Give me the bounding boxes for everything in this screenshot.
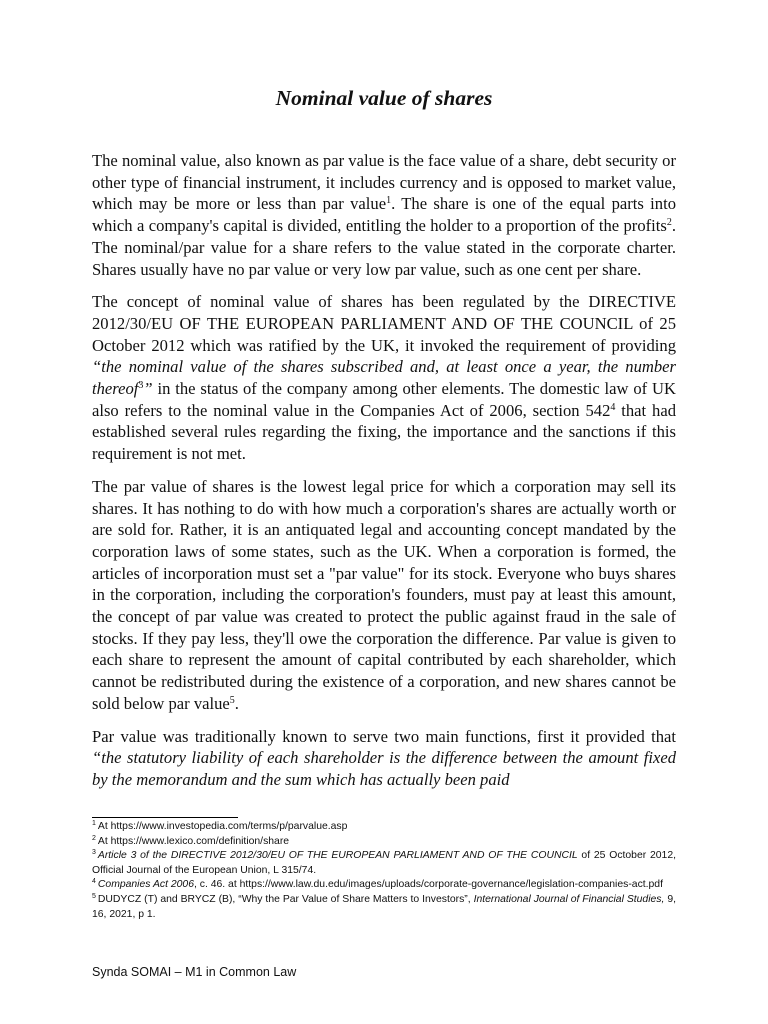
quotation-end: ” [143, 379, 153, 399]
footnote-ref[interactable]: 3 [138, 380, 144, 392]
paragraph-2 [92, 291, 676, 465]
footnote-4 [92, 878, 676, 893]
footnote-italic: International Journal of Financial Studies, [473, 893, 665, 905]
paragraph-4 [92, 726, 676, 791]
footnote-1 [92, 820, 676, 835]
text-run: . The nominal/par value for a share refers to the value stated in the corporate charter. Shares usually have no par value or very low par value, such as one cent per share. [92, 216, 676, 279]
footnote-italic: Companies Act 2006 [97, 879, 194, 891]
footnote-text: , c. 46. at https://www.law.du.edu/images/uploads/corporate-governance/legislation-companies-act.pdf [193, 879, 663, 891]
footnote-separator [92, 817, 238, 818]
quotation: “the nominal value of the shares subscribed and, at least once a year, the number thereof [92, 357, 676, 399]
document-title: Nominal value of shares [275, 86, 493, 110]
footnote-number: 4 [92, 878, 96, 886]
footnote-text: At https://www.investopedia.com/terms/p/parvalue.asp [97, 821, 348, 832]
text-run: . [234, 693, 239, 713]
paragraph-3 [92, 476, 676, 715]
footnote-ref[interactable]: 4 [610, 401, 616, 413]
text-run: that had established several rules regarding the fixing, the importance and the sanctions if this requirement is not met. [92, 400, 676, 464]
page-footer: Synda SOMAI – M1 in Common Law [92, 965, 297, 979]
footnote-ref[interactable]: 1 [386, 195, 392, 207]
footnote-text: At https://www.lexico.com/definition/share [97, 835, 290, 847]
footnote-number: 5 [92, 892, 96, 900]
text-run: The concept of nominal value of shares has been regulated by the DIRECTIVE 2012/30/EU OF THE EUROPEAN PARLIAMENT AND OF THE COUNCIL of 25 October 2012 which was ratified by the UK, it invoked the requirement of providing [92, 292, 676, 355]
footnote-number: 2 [92, 834, 96, 842]
footnote-number: 3 [92, 849, 96, 857]
text-run: The nominal value, also known as par value is the face value of a share, debt security or other type of financial instrument, it includes currency and is opposed to market value, which may be more or less than par value [92, 151, 676, 214]
text-run: . The share is one of the equal parts into which a company's capital is divided, entitling the holder to a proportion of the profits [92, 194, 676, 236]
footnote-2 [92, 835, 676, 850]
paragraph-1 [92, 150, 676, 280]
footnote-text: 9, 16, 2021, p 1. [92, 893, 676, 920]
footnote-ref[interactable]: 2 [666, 217, 672, 229]
footnote-text: of 25 October 2012, Official Journal of the European Union, L 315/74. [92, 850, 676, 876]
footnotes [92, 820, 676, 922]
text-run: Par value was traditionally known to serve two main functions, first it provided that [92, 726, 676, 746]
text-run: in the status of the company among other elements. The domestic law of UK also refers to the nominal value in the Companies Act of 2006, section 542 [92, 379, 676, 420]
footnote-text: DUDYCZ (T) and BRYCZ (B), “Why the Par Value of Share Matters to Investors”, [97, 893, 474, 905]
footnote-number: 1 [92, 820, 96, 827]
text-run: The par value of shares is the lowest legal price for which a corporation may sell its shares. It has nothing to do with how much a corporation's shares are actually worth or are sold for. Rather, it is an antiquated legal and accounting concept mandated by the corporation laws of some states, such as the UK. When a corporation is formed, the articles of incorporation must set a "par value" for its stock. Everyone who buys shares in the corporation, including the corporation's founders, must pay at least this amount, the concept of par value was created to protect the public against fraud in the sale of stocks. If they pay less, they'll owe the corporation the difference. Par value is given to each share to represent the amount of capital contributed by each shareholder, which cannot be redistributed during the existence of a corporation, and new shares cannot be sold below par value [92, 476, 676, 713]
footnote-italic: Article 3 of the DIRECTIVE 2012/30/EU OF THE EUROPEAN PARLIAMENT AND OF THE COUNCIL [97, 850, 578, 862]
footnote-ref[interactable]: 5 [229, 694, 235, 706]
document-body [92, 150, 676, 802]
quotation: “the statutory liability of each shareholder is the difference between the amount fixed by the memorandum and the sum which has actually been paid [92, 748, 676, 789]
footnote-3 [92, 849, 676, 878]
footnote-5 [92, 893, 676, 922]
